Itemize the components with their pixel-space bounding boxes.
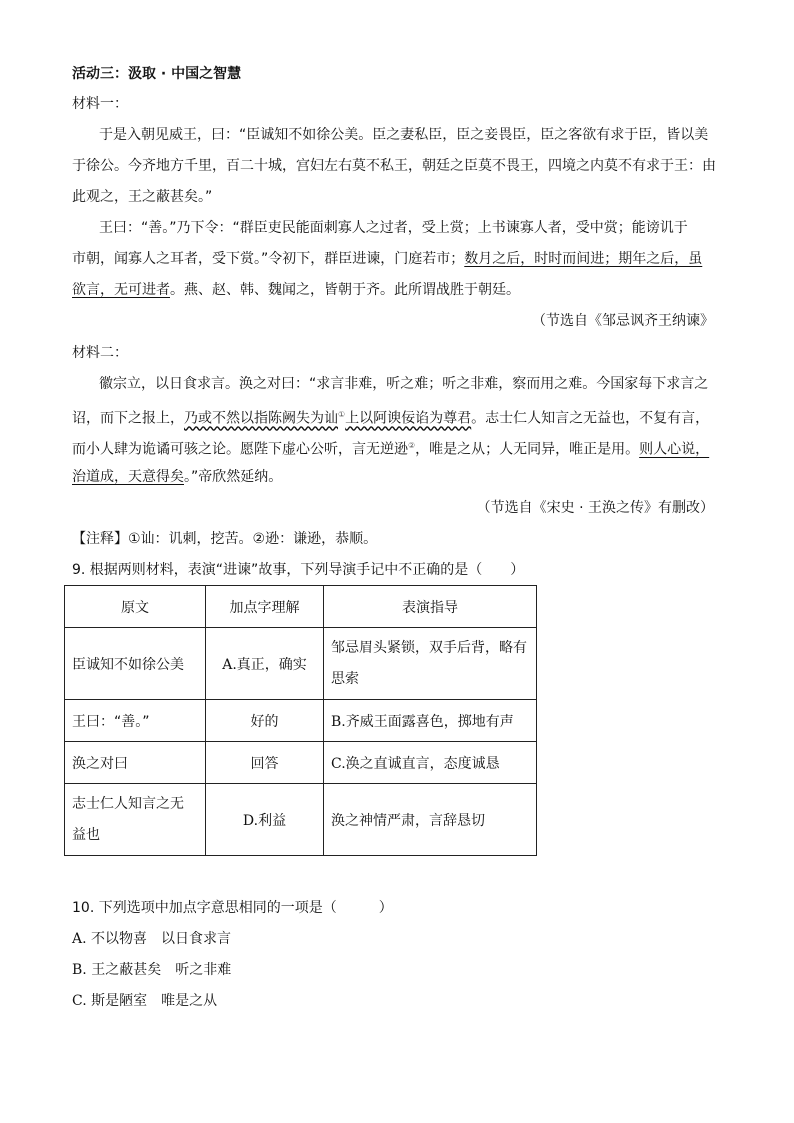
table-header-cell: 加点字理解 xyxy=(206,586,324,628)
cell-text: 臣诚知不如徐公美 xyxy=(72,656,184,673)
table-cell-original xyxy=(65,628,206,700)
underlined-passage: 治道成，天意得矣 xyxy=(72,469,184,485)
option-letter: B. xyxy=(72,962,87,978)
table-cell-guide xyxy=(324,784,537,856)
table-row xyxy=(65,700,537,742)
question-10-stem: 10. 下列选项中加点字意思相同的一项是（ ） xyxy=(72,900,393,916)
material1-line-2: 于徐公。今齐地方千里，百二十城，宫妇左右莫不私王，朝廷之臣莫不畏王，四境之内莫不有求于王：由 xyxy=(72,158,716,174)
question-9-table xyxy=(64,585,537,856)
cell-text: 涣之对曰 xyxy=(72,755,128,772)
underlined-passage: 数月之后，时时而间进；期年之后，虽 xyxy=(464,251,703,267)
question-9-stem: 9. 根据两则材料，表演“进谏”故事，下列导演手记中不正确的是（ ） xyxy=(72,562,525,578)
table-cell-original xyxy=(65,700,206,742)
cell-text: 涣之神情严肃，言辞恳切 xyxy=(331,812,485,829)
material2-line-4 xyxy=(72,467,282,487)
table-row xyxy=(65,628,537,700)
cell-text: 邹忌眉头紧锁，双手后背，略有 xyxy=(331,639,527,656)
option-text: 王之蔽甚矣 听之非难 xyxy=(91,962,232,978)
material1-line-4: 王曰：“善。”乃下令：“群臣吏民能面刺寡人之过者，受上赏；上书谏寡人者，受中赏；能谤讥于 xyxy=(99,220,688,236)
material1-line-1: 于是入朝见威王，曰：“臣诚知不如徐公美。臣之妻私臣，臣之妾畏臣，臣之客欲有求于臣，皆以美 xyxy=(99,127,709,143)
option-text: 不以物喜 以日食求言 xyxy=(91,931,232,947)
material1-line-3: 此观之，王之蔽甚矣。” xyxy=(72,189,213,205)
cell-text: 益也 xyxy=(72,826,100,843)
material1-line-5 xyxy=(72,249,702,269)
footnote-marker-2: ② xyxy=(408,441,416,450)
cell-text: C.涣之直诚直言，态度诚恳 xyxy=(331,755,500,772)
material2-line-2 xyxy=(72,405,709,429)
question-10-option-c xyxy=(72,991,217,1011)
table-cell-original xyxy=(65,784,206,856)
underlined-passage: 欲言，无可进者 xyxy=(72,282,170,298)
wavy-underlined-passage: 上以阿谀佞谄为尊君 xyxy=(345,410,472,427)
cell-text: B.齐威王面露喜色，掷地有声 xyxy=(331,713,514,730)
material2-line-2-text: 诏，而下之报上， xyxy=(72,410,184,427)
wavy-underlined-passage: 乃或不然以指陈阙失为讪 xyxy=(184,410,338,427)
material1-line-6 xyxy=(72,280,520,300)
table-header-row xyxy=(65,586,537,628)
material2-line-3-mid: ，唯是之从；人无同异，唯正是用。 xyxy=(415,441,640,458)
material1-line-5-text: 市朝，闻寡人之耳者，受下赏。”令初下，群臣进谏，门庭若市； xyxy=(72,251,465,267)
table-cell-meaning: A.真正，确实 xyxy=(206,628,324,700)
option-letter: C. xyxy=(72,993,87,1009)
annotation-note: 【注释】①讪：讥刺，挖苦。②逊：谦逊，恭顺。 xyxy=(72,531,378,547)
table-row xyxy=(65,742,537,784)
material2-line-1: 徽宗立，以日食求言。涣之对曰：“求言非难，听之难；听之非难，察而用之难。今国家每下求言之 xyxy=(99,376,709,392)
underlined-passage: 则人心说， xyxy=(639,441,710,458)
table-cell-meaning: D.利益 xyxy=(206,784,324,856)
cell-text: 志士仁人知言之无 xyxy=(72,795,184,812)
table-cell-meaning: 回答 xyxy=(206,742,324,784)
footnote-marker-1: ① xyxy=(338,410,346,419)
cell-text: 王曰：“善。” xyxy=(72,713,150,730)
option-letter: A. xyxy=(72,931,87,947)
table-cell-guide xyxy=(324,742,537,784)
material1-line-6-text: 。燕、赵、韩、魏闻之，皆朝于齐。此所谓战胜于朝廷。 xyxy=(170,282,520,298)
material2-line-3 xyxy=(72,436,709,460)
material2-line-2-tail: 。志士仁人知言之无益也，不复有言， xyxy=(471,410,710,427)
table-cell-guide xyxy=(324,700,537,742)
table-cell-guide xyxy=(324,628,537,700)
option-text: 斯是陋室 唯是之从 xyxy=(91,993,218,1009)
activity-title: 活动三：汲取 · 中国之智慧 xyxy=(72,66,242,82)
table-cell-meaning: 好的 xyxy=(206,700,324,742)
cell-text: 思索 xyxy=(331,670,359,687)
material2-heading: 材料二： xyxy=(72,345,128,361)
question-10-option-a xyxy=(72,929,231,949)
table-header-cell: 表演指导 xyxy=(324,586,537,628)
material1-heading: 材料一： xyxy=(72,96,128,112)
table-cell-original xyxy=(65,742,206,784)
material2-line-4-text: 。”帝欣然延纳。 xyxy=(184,469,283,485)
material2-line-3-text: 而小人肆为诡谲可骇之论。愿陛下虚心公听，言无逆逊 xyxy=(72,441,408,458)
material1-source: （节选自《邹忌讽齐王纳谏》 xyxy=(532,313,714,329)
table-row xyxy=(65,784,537,856)
question-10-option-b xyxy=(72,960,231,980)
table-header-cell: 原文 xyxy=(65,586,206,628)
material2-source: （节选自《宋史 · 王涣之传》有删改） xyxy=(476,500,714,516)
